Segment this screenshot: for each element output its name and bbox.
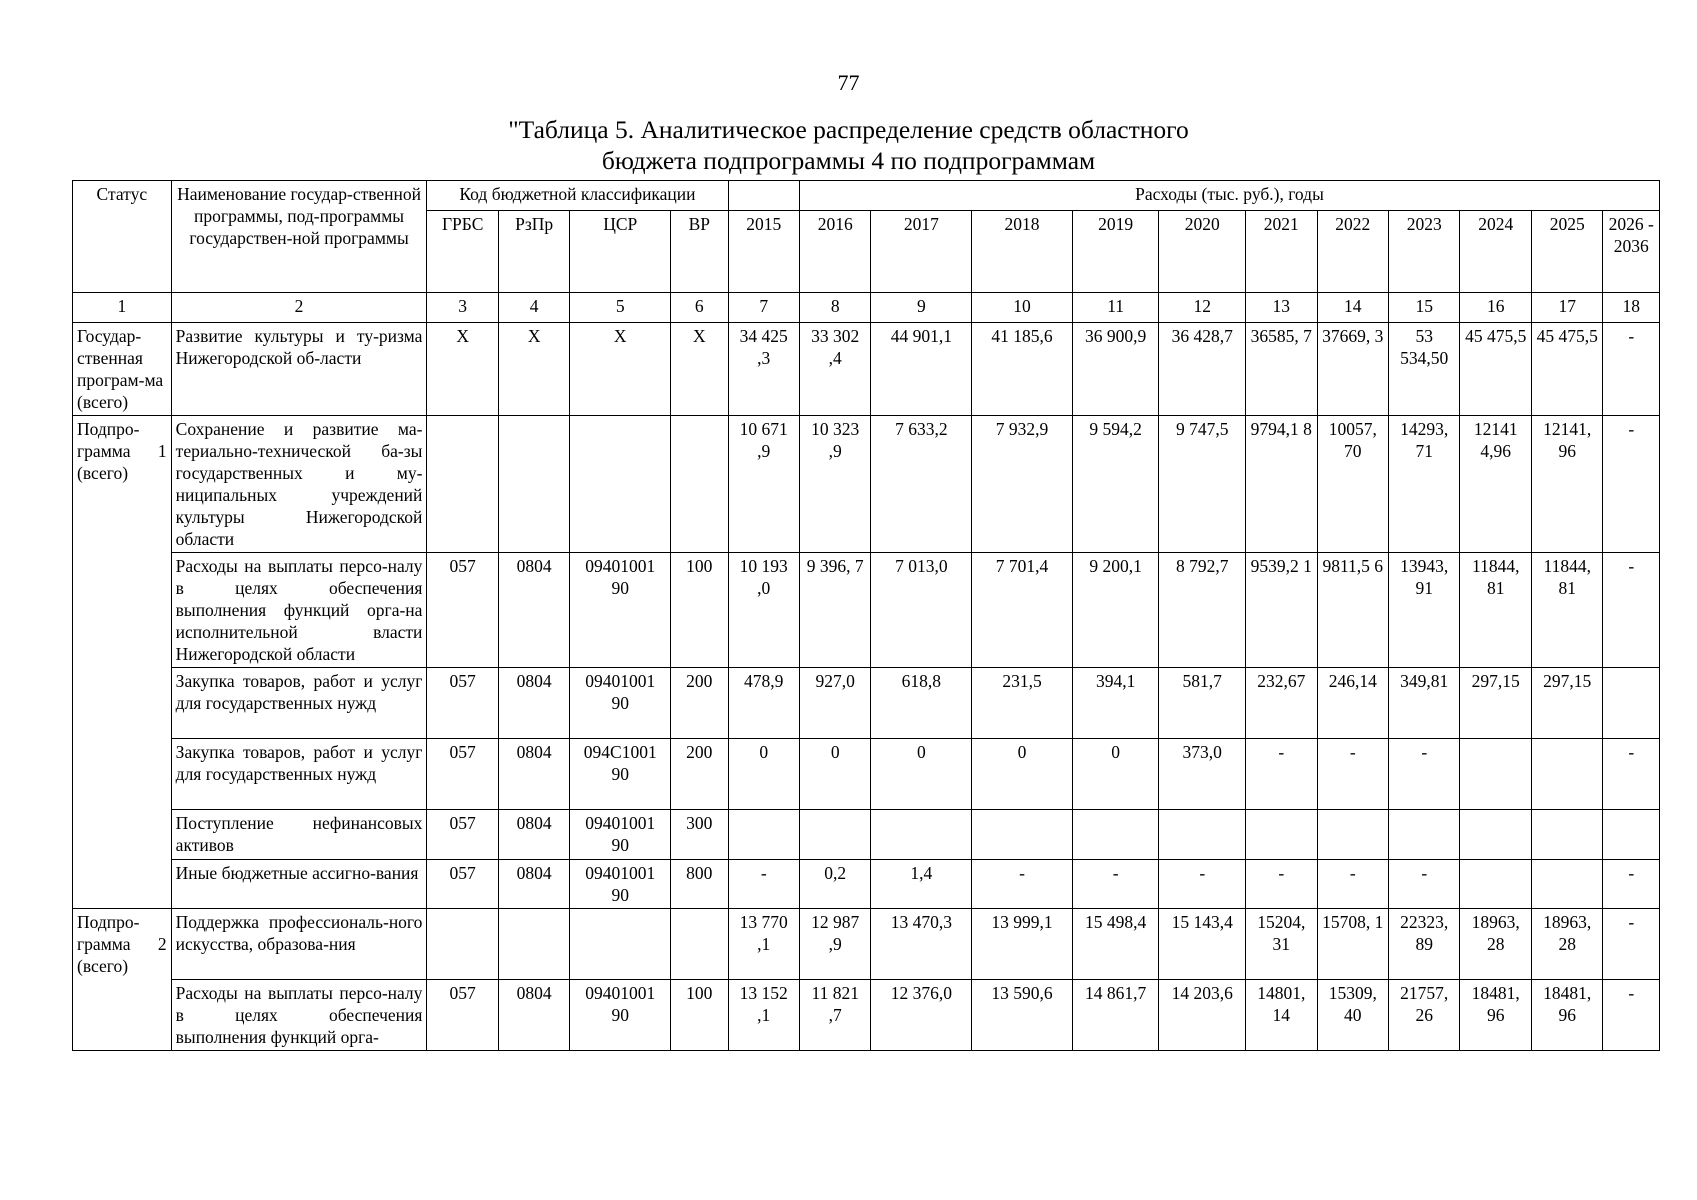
amount-cell: 12 987 ,9 <box>799 909 870 980</box>
amount-cell: 14293, 71 <box>1389 416 1460 553</box>
program-name-cell: Закупка товаров, работ и услуг для государственных нужд <box>171 739 427 810</box>
status-cell: Государ-ственная програм-ма (всего) <box>73 323 172 416</box>
amount-cell: 10 323 ,9 <box>799 416 870 553</box>
amount-cell <box>1072 810 1159 860</box>
column-number: 11 <box>1072 293 1159 323</box>
amount-cell: 18481, 96 <box>1460 980 1531 1051</box>
rzpr-cell: 0804 <box>498 860 569 909</box>
amount-cell: 13 770 ,1 <box>728 909 799 980</box>
column-number: 16 <box>1460 293 1531 323</box>
amount-cell: 231,5 <box>972 668 1073 739</box>
table-row <box>73 668 1660 739</box>
header-name: Наименование государ-ственной программы, под-программы государствен-ной программы <box>171 181 427 293</box>
grbs-cell <box>427 416 498 553</box>
amount-cell: 15309, 40 <box>1317 980 1388 1051</box>
amount-cell: 10057, 70 <box>1317 416 1388 553</box>
amount-cell: 34 425 ,3 <box>728 323 799 416</box>
amount-cell: 15 143,4 <box>1159 909 1246 980</box>
amount-cell: 7 932,9 <box>972 416 1073 553</box>
column-number: 7 <box>728 293 799 323</box>
title-line-1: "Таблица 5. Аналитическое распределение средств областного <box>508 115 1189 144</box>
amount-cell: - <box>1603 980 1660 1051</box>
grbs-cell: 057 <box>427 553 498 668</box>
amount-cell: - <box>1603 553 1660 668</box>
amount-cell: 7 633,2 <box>871 416 972 553</box>
amount-cell: - <box>1072 860 1159 909</box>
header-empty-cell <box>728 181 799 211</box>
amount-cell: 12141 4,96 <box>1460 416 1531 553</box>
amount-cell: 15708, 1 <box>1317 909 1388 980</box>
amount-cell: 297,15 <box>1460 668 1531 739</box>
amount-cell: 21757, 26 <box>1389 980 1460 1051</box>
csr-cell: 094С1001 90 <box>570 739 671 810</box>
table-title <box>0 114 1697 176</box>
amount-cell: 10 671 ,9 <box>728 416 799 553</box>
header-rzpr: РзПр <box>498 211 569 293</box>
amount-cell: 373,0 <box>1159 739 1246 810</box>
amount-cell: - <box>1317 739 1388 810</box>
amount-cell: 11844, 81 <box>1531 553 1602 668</box>
grbs-cell <box>427 909 498 980</box>
amount-cell: - <box>1603 739 1660 810</box>
header-year: 2021 <box>1246 211 1317 293</box>
vr-cell: Х <box>671 323 728 416</box>
program-name-cell: Сохранение и развитие ма-териально-технической ба-зы государственных и му-ниципальных учреждений культуры Нижегородской области <box>171 416 427 553</box>
table-row <box>73 416 1660 553</box>
header-grbs: ГРБС <box>427 211 498 293</box>
amount-cell: - <box>1317 860 1388 909</box>
vr-cell: 800 <box>671 860 728 909</box>
amount-cell <box>1531 739 1602 810</box>
vr-cell <box>671 909 728 980</box>
header-status: Статус <box>73 181 172 293</box>
table-body <box>73 323 1660 1051</box>
rzpr-cell: 0804 <box>498 668 569 739</box>
amount-cell: 15 498,4 <box>1072 909 1159 980</box>
amount-cell <box>1603 810 1660 860</box>
amount-cell: 14801, 14 <box>1246 980 1317 1051</box>
csr-cell: 09401001 90 <box>570 810 671 860</box>
amount-cell <box>1317 810 1388 860</box>
rzpr-cell: 0804 <box>498 553 569 668</box>
amount-cell: 45 475,5 <box>1460 323 1531 416</box>
program-name-cell: Закупка товаров, работ и услуг для государственных нужд <box>171 668 427 739</box>
column-number: 8 <box>799 293 870 323</box>
program-name-cell: Поступление нефинансовых активов <box>171 810 427 860</box>
program-name-cell: Развитие культуры и ту-ризма Нижегородской об-ласти <box>171 323 427 416</box>
amount-cell: 18963, 28 <box>1460 909 1531 980</box>
amount-cell: 0 <box>871 739 972 810</box>
header-year: 2024 <box>1460 211 1531 293</box>
amount-cell: - <box>728 860 799 909</box>
amount-cell: 349,81 <box>1389 668 1460 739</box>
table-row <box>73 323 1660 416</box>
header-expenses: Расходы (тыс. руб.), годы <box>799 181 1659 211</box>
column-number: 14 <box>1317 293 1388 323</box>
column-number-row <box>73 293 1660 323</box>
amount-cell <box>1389 810 1460 860</box>
header-year: 2022 <box>1317 211 1388 293</box>
amount-cell: 7 701,4 <box>972 553 1073 668</box>
amount-cell <box>1460 810 1531 860</box>
amount-cell <box>1531 860 1602 909</box>
amount-cell: 18481, 96 <box>1531 980 1602 1051</box>
header-vr: ВР <box>671 211 728 293</box>
amount-cell: 37669, 3 <box>1317 323 1388 416</box>
amount-cell: - <box>1159 860 1246 909</box>
amount-cell <box>1460 739 1531 810</box>
column-number: 15 <box>1389 293 1460 323</box>
column-number: 17 <box>1531 293 1602 323</box>
status-cell: Подпро-грамма 1 (всего) <box>73 416 172 909</box>
budget-table <box>72 180 1660 1051</box>
header-year: 2019 <box>1072 211 1159 293</box>
column-number: 9 <box>871 293 972 323</box>
csr-cell: Х <box>570 323 671 416</box>
rzpr-cell <box>498 909 569 980</box>
csr-cell: 09401001 90 <box>570 860 671 909</box>
column-number: 1 <box>73 293 172 323</box>
header-year: 2025 <box>1531 211 1602 293</box>
amount-cell: 53 534,50 <box>1389 323 1460 416</box>
amount-cell: 297,15 <box>1531 668 1602 739</box>
amount-cell: 18963, 28 <box>1531 909 1602 980</box>
amount-cell: - <box>972 860 1073 909</box>
header-kbk: Код бюджетной классификации <box>427 181 728 211</box>
amount-cell: 246,14 <box>1317 668 1388 739</box>
grbs-cell: 057 <box>427 810 498 860</box>
amount-cell <box>1531 810 1602 860</box>
amount-cell: 581,7 <box>1159 668 1246 739</box>
amount-cell <box>1460 860 1531 909</box>
amount-cell: 0 <box>799 739 870 810</box>
table-row <box>73 909 1660 980</box>
amount-cell <box>799 810 870 860</box>
amount-cell: 1,4 <box>871 860 972 909</box>
amount-cell: - <box>1246 860 1317 909</box>
amount-cell: 14 861,7 <box>1072 980 1159 1051</box>
rzpr-cell <box>498 416 569 553</box>
column-number: 18 <box>1603 293 1660 323</box>
amount-cell: - <box>1603 416 1660 553</box>
page-number: 77 <box>837 70 860 95</box>
amount-cell: 33 302 ,4 <box>799 323 870 416</box>
amount-cell: 394,1 <box>1072 668 1159 739</box>
rzpr-cell: Х <box>498 323 569 416</box>
amount-cell: 13 152 ,1 <box>728 980 799 1051</box>
rzpr-cell: 0804 <box>498 980 569 1051</box>
program-name-cell: Расходы на выплаты персо-налу в целях обеспечения выполнения функций орга-на исполнительной власти Нижегородской области <box>171 553 427 668</box>
amount-cell: 41 185,6 <box>972 323 1073 416</box>
vr-cell <box>671 416 728 553</box>
amount-cell: 44 901,1 <box>871 323 972 416</box>
amount-cell: 36585, 7 <box>1246 323 1317 416</box>
amount-cell: 9794,1 8 <box>1246 416 1317 553</box>
rzpr-cell: 0804 <box>498 739 569 810</box>
header-year: 2018 <box>972 211 1073 293</box>
amount-cell: 10 193 ,0 <box>728 553 799 668</box>
amount-cell: 0,2 <box>799 860 870 909</box>
amount-cell: 45 475,5 <box>1531 323 1602 416</box>
amount-cell: 0 <box>972 739 1073 810</box>
grbs-cell: Х <box>427 323 498 416</box>
table-row <box>73 739 1660 810</box>
vr-cell: 300 <box>671 810 728 860</box>
column-number: 12 <box>1159 293 1246 323</box>
amount-cell: 13943, 91 <box>1389 553 1460 668</box>
amount-cell: 9 594,2 <box>1072 416 1159 553</box>
csr-cell: 09401001 90 <box>570 980 671 1051</box>
amount-cell: 8 792,7 <box>1159 553 1246 668</box>
amount-cell: 11844, 81 <box>1460 553 1531 668</box>
header-year: 2026 - 2036 <box>1603 211 1660 293</box>
amount-cell <box>728 810 799 860</box>
csr-cell <box>570 909 671 980</box>
program-name-cell: Поддержка профессиональ-ного искусства, образова-ния <box>171 909 427 980</box>
amount-cell: 13 590,6 <box>972 980 1073 1051</box>
amount-cell: 232,67 <box>1246 668 1317 739</box>
program-name-cell: Иные бюджетные ассигно-вания <box>171 860 427 909</box>
header-year: 2017 <box>871 211 972 293</box>
grbs-cell: 057 <box>427 980 498 1051</box>
amount-cell: 14 203,6 <box>1159 980 1246 1051</box>
header-year: 2016 <box>799 211 870 293</box>
column-number: 4 <box>498 293 569 323</box>
amount-cell <box>1246 810 1317 860</box>
table-row <box>73 810 1660 860</box>
header-year: 2023 <box>1389 211 1460 293</box>
amount-cell <box>972 810 1073 860</box>
column-number: 6 <box>671 293 728 323</box>
amount-cell: - <box>1603 323 1660 416</box>
amount-cell: 36 900,9 <box>1072 323 1159 416</box>
column-number: 2 <box>171 293 427 323</box>
amount-cell: 9 396, 7 <box>799 553 870 668</box>
header-year: 2015 <box>728 211 799 293</box>
amount-cell: 9 747,5 <box>1159 416 1246 553</box>
amount-cell: 9539,2 1 <box>1246 553 1317 668</box>
amount-cell: 0 <box>728 739 799 810</box>
amount-cell: - <box>1246 739 1317 810</box>
amount-cell: - <box>1603 909 1660 980</box>
vr-cell: 100 <box>671 553 728 668</box>
program-name-cell: Расходы на выплаты персо-налу в целях обеспечения выполнения функций орга- <box>171 980 427 1051</box>
amount-cell <box>1603 668 1660 739</box>
rzpr-cell: 0804 <box>498 810 569 860</box>
amount-cell: 7 013,0 <box>871 553 972 668</box>
vr-cell: 200 <box>671 668 728 739</box>
amount-cell: - <box>1389 860 1460 909</box>
amount-cell: 9 200,1 <box>1072 553 1159 668</box>
column-number: 3 <box>427 293 498 323</box>
table-row <box>73 980 1660 1051</box>
amount-cell: 11 821 ,7 <box>799 980 870 1051</box>
grbs-cell: 057 <box>427 668 498 739</box>
amount-cell <box>1159 810 1246 860</box>
amount-cell: 13 999,1 <box>972 909 1073 980</box>
amount-cell <box>871 810 972 860</box>
amount-cell: 12141, 96 <box>1531 416 1602 553</box>
csr-cell: 09401001 90 <box>570 553 671 668</box>
csr-cell <box>570 416 671 553</box>
header-csr: ЦСР <box>570 211 671 293</box>
amount-cell: 22323, 89 <box>1389 909 1460 980</box>
amount-cell: 12 376,0 <box>871 980 972 1051</box>
grbs-cell: 057 <box>427 739 498 810</box>
grbs-cell: 057 <box>427 860 498 909</box>
column-number: 13 <box>1246 293 1317 323</box>
amount-cell: 927,0 <box>799 668 870 739</box>
amount-cell: 478,9 <box>728 668 799 739</box>
amount-cell: 13 470,3 <box>871 909 972 980</box>
amount-cell: 618,8 <box>871 668 972 739</box>
amount-cell: 9811,5 6 <box>1317 553 1388 668</box>
amount-cell: - <box>1603 860 1660 909</box>
title-line-2: бюджета подпрограммы 4 по подпрограммам <box>601 146 1096 175</box>
amount-cell: - <box>1389 739 1460 810</box>
table-row <box>73 553 1660 668</box>
column-number: 10 <box>972 293 1073 323</box>
amount-cell: 0 <box>1072 739 1159 810</box>
table-row <box>73 860 1660 909</box>
column-number: 5 <box>570 293 671 323</box>
status-cell: Подпро-грамма 2 (всего) <box>73 909 172 1051</box>
amount-cell: 36 428,7 <box>1159 323 1246 416</box>
vr-cell: 100 <box>671 980 728 1051</box>
csr-cell: 09401001 90 <box>570 668 671 739</box>
header-year: 2020 <box>1159 211 1246 293</box>
amount-cell: 15204, 31 <box>1246 909 1317 980</box>
vr-cell: 200 <box>671 739 728 810</box>
